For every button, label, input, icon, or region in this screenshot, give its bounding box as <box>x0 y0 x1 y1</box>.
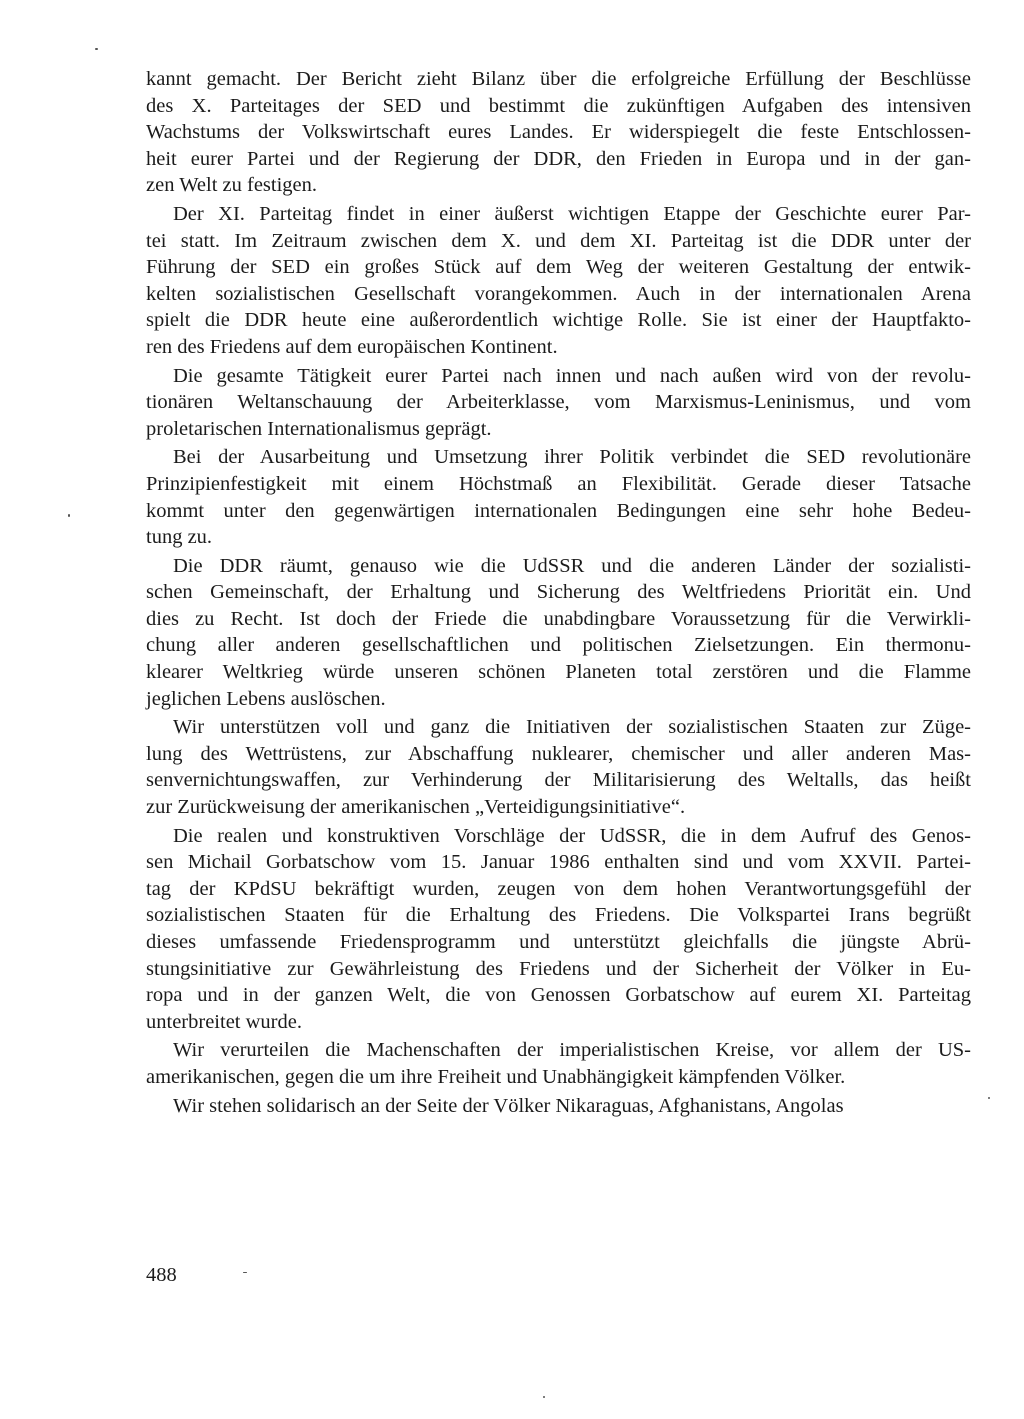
text-line: dieses umfassende Friedensprogramm und unterstützt gleichfalls die jüngste Abrü- <box>146 931 971 953</box>
paragraph <box>146 714 971 820</box>
text-line: chung aller anderen gesellschaftlichen und politischen Zielsetzungen. Ein thermonu- <box>146 634 971 657</box>
body-text <box>146 66 971 1121</box>
text-line: Wachstums der Volkswirtschaft eures Landes. Er widerspiegelt die feste Entschlossen- <box>146 121 971 144</box>
text-line: des X. Parteitages der SED und bestimmt die zukünftigen Aufgaben des intensiven <box>146 94 971 117</box>
text-line: dies zu Recht. Ist doch der Friede die unabdingbare Voraussetzung für die Verwirkli- <box>146 607 971 630</box>
paragraph <box>146 363 971 443</box>
paragraph <box>146 823 971 1036</box>
text-line: kommt unter den gegenwärtigen internationalen Bedingungen eine sehr hohe Bedeu- <box>146 499 971 522</box>
scan-speck <box>543 1396 545 1398</box>
paragraph <box>146 201 971 361</box>
text-line: Wir unterstützen voll und ganz die Initiativen der sozialistischen Staaten zur Züge- <box>173 716 971 739</box>
scan-speck <box>68 514 70 517</box>
text-line: tei statt. Im Zeitraum zwischen dem X. und dem XI. Parteitag ist die DDR unter der <box>146 229 971 252</box>
text-line: ren des Friedens auf dem europäischen Kontinent. <box>146 335 558 358</box>
text-line: tag der KPdSU bekräftigt wurden, zeugen von dem hohen Verantwortungsgefühl der <box>146 877 971 900</box>
text-line: Die gesamte Tätigkeit eurer Partei nach innen und nach außen wird von der revolu- <box>173 364 971 387</box>
text-line: zen Welt zu festigen. <box>146 174 318 197</box>
text-line: stungsinitiative zur Gewährleistung des Friedens und der Sicherheit der Völker in Eu- <box>146 957 971 980</box>
text-line: spielt die DDR heute eine außerordentlich wichtige Rolle. Sie ist einer der Hauptfakto- <box>146 309 971 332</box>
text-line: lung des Wettrüstens, zur Abschaffung nuklearer, chemischer und aller anderen Mas- <box>146 742 971 765</box>
text-line: kannt gemacht. Der Bericht zieht Bilanz über die erfolgreiche Erfüllung der Beschlüsse <box>146 68 971 90</box>
text-line: Prinzipienfestigkeit mit einem Höchstmaß an Flexibilität. Gerade dieser Tatsache <box>146 472 971 495</box>
text-line: proletarischen Internationalismus geprägt. <box>146 417 492 440</box>
scan-speck <box>988 1097 990 1099</box>
text-line: Führung der SED ein großes Stück auf dem Weg der weiteren Gestaltung der entwik- <box>146 256 971 279</box>
text-line: Die realen und konstruktiven Vorschläge der UdSSR, die in dem Aufruf des Genos- <box>173 824 971 847</box>
text-line: zur Zurückweisung der amerikanischen „Verteidigungsinitiative“. <box>146 796 686 819</box>
text-line: senvernichtungswaffen, zur Verhinderung der Militarisierung des Weltalls, das heißt <box>146 769 971 792</box>
paragraph <box>146 1093 971 1120</box>
text-line: Der XI. Parteitag findet in einer äußerst wichtigen Etappe der Geschichte eurer Par- <box>173 202 971 225</box>
text-line: jeglichen Lebens auslöschen. <box>146 687 386 710</box>
paragraph <box>146 1037 971 1090</box>
scan-speck <box>95 48 98 50</box>
text-line: amerikanischen, gegen die um ihre Freiheit und Unabhängigkeit kämpfenden Völker. <box>146 1065 846 1088</box>
text-line: ropa und in der ganzen Welt, die von Genossen Gorbatschow auf eurem XI. Parteitag <box>146 984 971 1007</box>
text-line: unterbreitet wurde. <box>146 1010 302 1033</box>
text-line: schen Gemeinschaft, der Erhaltung und Sicherung des Weltfriedens Priorität ein. Und <box>146 581 971 604</box>
text-line: heit eurer Partei und der Regierung der DDR, den Frieden in Europa und in der gan- <box>146 147 971 170</box>
text-line: Wir stehen solidarisch an der Seite der Völker Nikaraguas, Afghanistans, Angolas <box>173 1094 844 1117</box>
text-line: tionären Weltanschauung der Arbeiterklasse, vom Marxismus-Leninismus, und vom <box>146 391 971 414</box>
scan-speck <box>243 1272 247 1273</box>
page-number: 488 <box>146 1264 177 1286</box>
paragraph <box>146 553 971 713</box>
paragraph <box>146 66 971 199</box>
paragraph <box>146 444 971 550</box>
text-line: kelten sozialistischen Gesellschaft vorangekommen. Auch in der internationalen Arena <box>146 282 971 305</box>
text-line: klearer Weltkrieg würde unseren schönen Planeten total zerstören und die Flamme <box>146 661 971 684</box>
text-line: Wir verurteilen die Machenschaften der imperialistischen Kreise, vor allem der US- <box>173 1039 971 1062</box>
text-line: Bei der Ausarbeitung und Umsetzung ihrer Politik verbindet die SED revolutionäre <box>173 446 971 469</box>
text-line: sen Michail Gorbatschow vom 15. Januar 1986 enthalten sind und vom XXVII. Partei- <box>146 851 971 874</box>
text-line: tung zu. <box>146 526 213 549</box>
text-line: Die DDR räumt, genauso wie die UdSSR und die anderen Länder der sozialisti- <box>173 554 971 577</box>
text-line: sozialistischen Staaten für die Erhaltung des Friedens. Die Volkspartei Irans begrüßt <box>146 904 971 927</box>
